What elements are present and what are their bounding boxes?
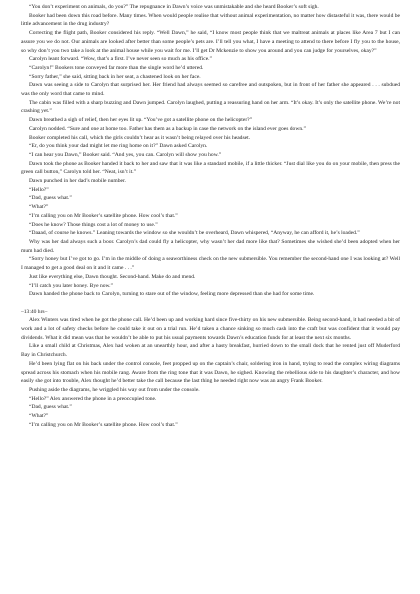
paragraph: “Does he know? Those things cost a lot of money to use.”: [29, 221, 158, 228]
paragraph: “Er, do you think your dad might let me ring home on it?” Dawn asked Carolyn.: [29, 143, 208, 150]
paragraph: Dawn handed the phone back to Carolyn, turning to stare out of the window, feeling more depressed than she had for some time.: [29, 291, 315, 298]
paragraph: “Carolyn!” Bookers tone conveyed far more than the single word he’d uttered.: [29, 64, 204, 71]
paragraph: The cabin was filled with a sharp buzzing and Dawn jumped. Carolyn laughed, putting a reassuring hand on her arm. “It’s okay. It’s only the satellite phone. We’re not crashing yet.”: [21, 99, 400, 115]
paragraph: “You don’t experiment on animals, do you?” The repugnance in Dawn’s voice was unmistakable and she heard Booker’s soft sigh.: [29, 4, 319, 10]
paragraph: “Hello?” Alex answered the phone in a preoccupied tone.: [29, 395, 157, 402]
section-heading: –13:40 hrs–: [21, 308, 48, 315]
paragraph: “I’m calling you on Mr Booker’s satellite phone. How cool’s that.”: [29, 421, 178, 428]
paragraph: “Dad, guess what.”: [29, 404, 72, 411]
paragraph: “What?”: [29, 204, 49, 211]
paragraph: Like a small child at Christmas, Alex had woken at an unearthly hour, and after a hasty breakfast, hurried down to the small dock that he rented just off Muderford Bay in Christchurch.: [21, 343, 400, 359]
paragraph: “Hello?”: [29, 186, 49, 193]
paragraph: Alex Winters was tired when he got the phone call. He’d been up and working hard since five-thirty on his new submersible. Being second-hand, it had needed a bit of work and a lot of safety checks before he could take it out on a trial run. He’d taken a chance sinking so much cash into the craft but was confident that it would pay dividends. What it did mean was that he wouldn’t be able to put his usual payments towards Dawn’s education funds for at least the next six months.: [21, 317, 400, 341]
paragraph: Dawn breathed a sigh of relief, then her eyes lit up. “You’ve got a satellite phone on the helicopter?”: [29, 117, 253, 124]
paragraph: Pushing aside the diagrams, he wriggled his way out from under the console.: [29, 386, 200, 393]
manuscript-body: [21, 3, 400, 429]
paragraph: “Dad, guess what.”: [29, 195, 72, 202]
paragraph: “I can hear you Dawn,” Booker said. “And yes, you can. Carolyn will show you how.”: [29, 151, 222, 158]
paragraph: “Sorry honey but I’ve got to go. I’m in the middle of doing a seaworthiness check on the new submersible. You remember the second-hand one I was looking at? Well I managed to get a good deal on it and it came . . .”: [21, 256, 400, 272]
paragraph: “Sorry father,” she said, sitting back in her seat, a chastened look on her face.: [29, 73, 201, 80]
paragraph: Booker completed his call, which the girls couldn’t hear as it wasn’t being relayed over his headset.: [29, 134, 250, 141]
paragraph: “I’m calling you on Mr Booker’s satellite phone. How cool’s that.”: [29, 212, 178, 219]
paragraph: Carolyn nodded. “Sure and one at home too. Father has them as a backup in case the network on the island ever goes down.”: [29, 125, 306, 132]
paragraph: Dawn was seeing a side to Carolyn that surprised her. Her friend had always seemed so carefree and outspoken, but in front of her father she appeared . . . subdued was the only word that came to mind.: [21, 82, 400, 98]
paragraph: Correcting the flight path, Booker considered his reply. “Well Dawn,” he said, “I know most people think that we maltreat animals at places like Area 7 but I can assure you we do not. Our animals are looked after better than some people’s pets are. I’ll tell you what, I have a meeting to attend to there before I fly you to the house, so why don’t you two take a look at the animal house while you wait for me. I’ll get Dr Mckenzie to show you around and you can judge for yourselves, okay?”: [21, 30, 400, 54]
paragraph: “I’ll catch you later honey. Bye now.”: [29, 282, 113, 289]
paragraph: Dawn took the phone as Booker handed it back to her and saw that it was like a standard mobile, if a little thicker. “Just dial like you do on your mobile, then press the green call button,” Carolyn told her. “Neat, isn’t it.”: [21, 160, 400, 176]
paragraph: Booker had been down this road before. Many times. When would people realise that without animal experimentation, no matter how distasteful it was, there would be little advancement in the drug industry?: [21, 12, 400, 28]
paragraph: Why was her dad always such a boor. Carolyn’s dad could fly a helicopter, why wasn’t her dad more like that? Sometimes she wished she’d been adopted when her mum had died.: [21, 238, 400, 254]
paragraph: Just like everything else, Dawn thought. Second-hand. Make do and mend.: [29, 273, 196, 280]
paragraph: He’d been lying flat on his back under the control console, feet propped up on the captain’s chair, soldering iron in hand, trying to read the complex wiring diagrams spread across his stomach when his mobile rang. Aware from the ring tone that it was Dawn, he sighed. Knowing the rebellious side to his daughter’s character, and how easily she got into trouble, Alex thought he’d better take the call because the last thing he needed right now was an angry Frank Booker.: [21, 360, 400, 385]
paragraph: Dawn punched in her dad’s mobile number.: [29, 178, 126, 185]
paragraph: Carolyn leant forward. “Wow, that’s a first. I’ve never seen so much as his office.”: [29, 56, 213, 63]
paragraph: “Daaad, of course he knows.” Leaning towards the window so she wouldn’t be overheard, Dawn whispered, “Anyway, he can afford it, he’s loaded.”: [29, 230, 360, 237]
paragraph: “What?”: [29, 413, 49, 420]
